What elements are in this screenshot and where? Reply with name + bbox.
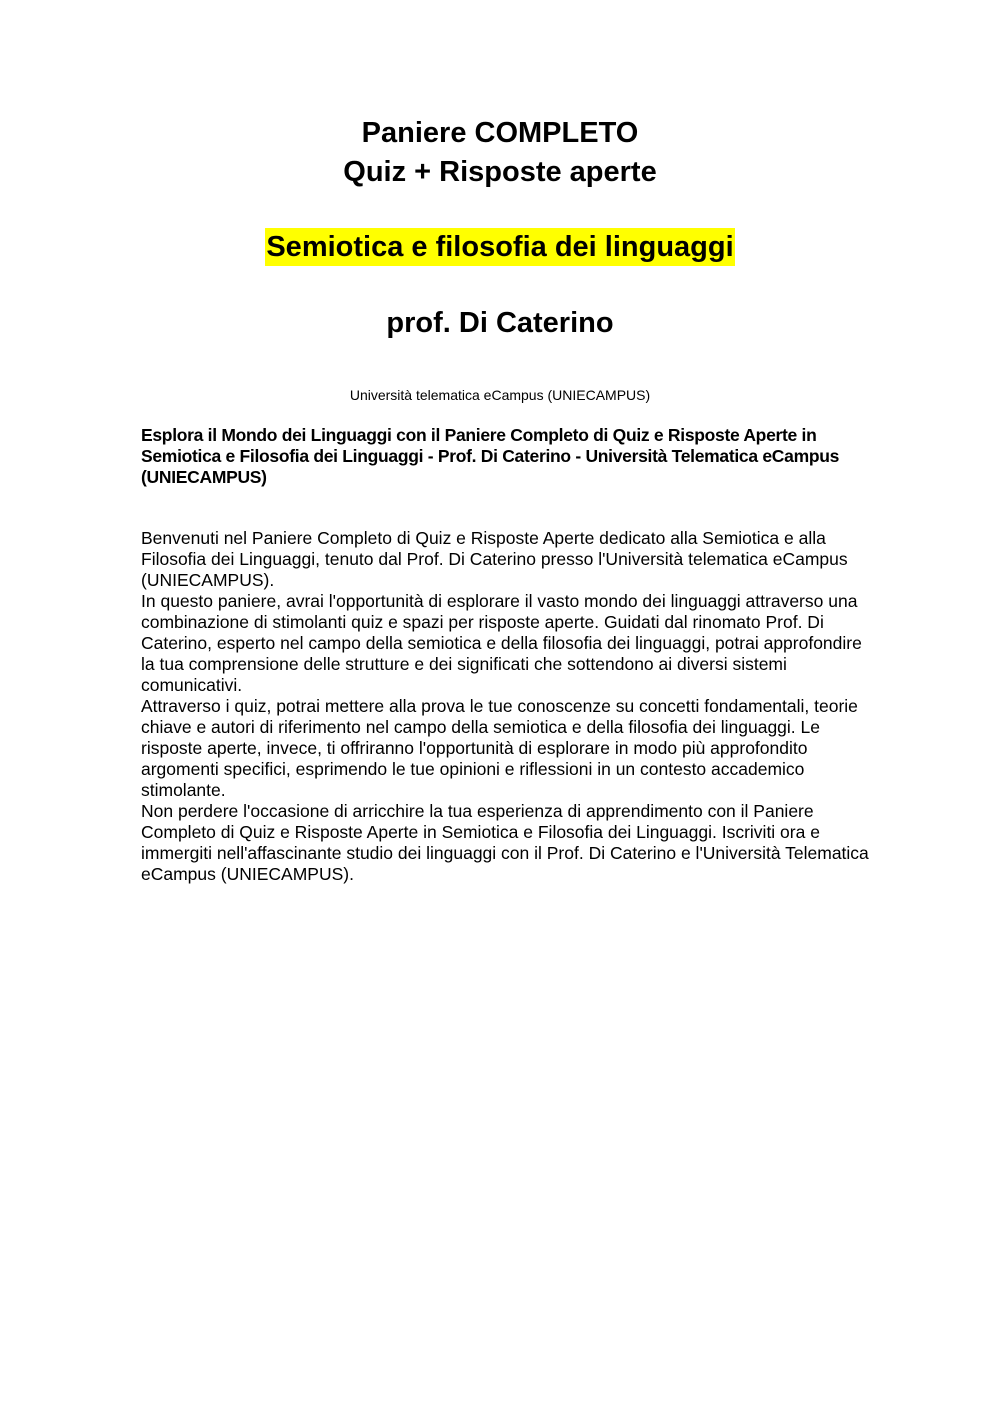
subject-heading (0, 228, 1000, 266)
intro-heading: Esplora il Mondo dei Linguaggi con il Paniere Completo di Quiz e Risposte Aperte in Semiotica e Filosofia dei Linguaggi - Prof. Di Caterino - Università Telematica eCampus (UNIECAMPUS) (141, 425, 840, 487)
title-line-2: Quiz + Risposte aperte (343, 156, 657, 188)
title-line-1: Paniere COMPLETO (361, 117, 639, 149)
professor-name: prof. Di Caterino (386, 307, 614, 339)
university-name: Università telematica eCampus (UNIECAMPUS) (349, 387, 651, 403)
document-title (0, 114, 1000, 192)
body-paragraph: Non perdere l'occasione di arricchire la tua esperienza di apprendimento con il Paniere Completo di Quiz e Risposte Aperte in Semiotica e Filosofia dei Linguaggi. Iscriviti ora e immergiti nell'affascinante studio dei linguaggi con il Prof. Di Caterino e l'Università Telematica eCampus (UNIECAMPUS). (141, 801, 869, 884)
subject-title: Semiotica e filosofia dei linguaggi (265, 228, 734, 266)
body-text (141, 528, 871, 885)
body-paragraph: Attraverso i quiz, potrai mettere alla prova le tue conoscenze su concetti fondamentali, teorie chiave e autori di riferimento nel campo della semiotica e della filosofia dei linguaggi. Le risposte aperte, invece, ti offriranno l'opportunità di esplorare in modo più approfondito argomenti specifici, esprimendo le tue opinioni e riflessioni in un contesto accademico stimolante. (141, 696, 858, 800)
body-paragraph: Benvenuti nel Paniere Completo di Quiz e Risposte Aperte dedicato alla Semiotica e alla Filosofia dei Linguaggi, tenuto dal Prof. Di Caterino presso l'Università telematica eCampus (UNIECAMPUS). (141, 528, 848, 590)
body-paragraph: In questo paniere, avrai l'opportunità di esplorare il vasto mondo dei linguaggi attraverso una combinazione di stimolanti quiz e spazi per risposte aperte. Guidati dal rinomato Prof. Di Caterino, esperto nel campo della semiotica e della filosofia dei linguaggi, potrai approfondire la tua comprensione delle strutture e dei significati che sottendono ai diversi sistemi comunicativi. (141, 591, 862, 695)
